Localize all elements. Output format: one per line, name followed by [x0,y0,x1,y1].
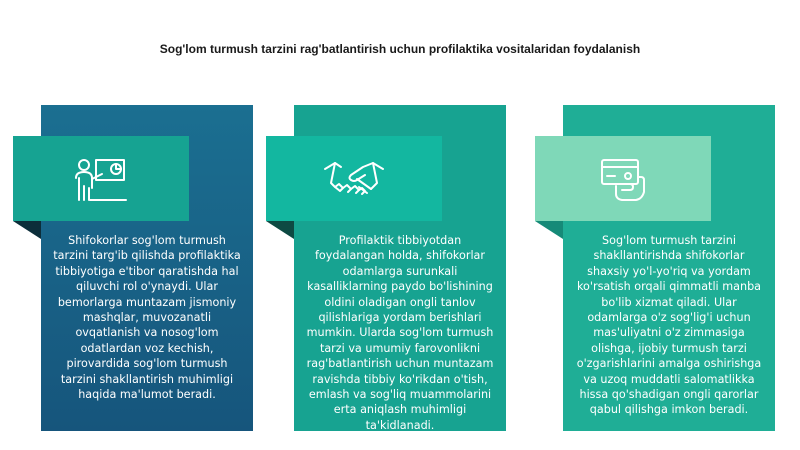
card-1-text: Shifokorlar sog'lom turmush tarzini targ'ib qilishda profilaktika tibbiyotiga e'tibor qaratishda hal qiluvchi rol o'ynaydi. Ular bemorlarga muntazam jismoniy mashqlar, muvozanatli ovqatlanish va nosog'lom odatlardan voz kechish, pirovardida sog'lom turmush tarzini shakllantirish muhimligi haqida ma'lumot beradi. [53,234,241,402]
card-1-icon-tab [13,136,189,221]
card-3-text: Sog'lom turmush tarzini shakllantirishda shifokorlar shaxsiy yo'l-yo'riq va yordam ko'rsatish orqali qimmatli manba bo'lib xizmat qiladi. Ular odamlarga o'z sog'lig'i uchun mas'uliyatni o'z zimmasiga olishga, ijobiy turmush tarzi o'zgarishlarini amalga oshirishga va uzoq muddatli salomatlikka hissa qo'shadigan ongli qarorlar qabul qilishga imkon beradi. [576,234,762,417]
page-title: Sog'lom turmush tarzini rag'batlantirish uchun profilaktika vositalaridan foydalanish [159,42,641,56]
card-3-tab-fold [535,221,563,239]
card-3-icon-tab [535,136,711,221]
card-payment-icon [598,156,648,202]
card-1-tab-fold [13,221,41,239]
presenter-board-icon [72,156,130,202]
card-2-text: Profilaktik tibbiyotdan foydalangan holda, shifokorlar odamlarga surunkali kasalliklarning paydo bo'lishining oldini oladigan ongli tanlov qilishlariga yordam berishlari mumkin. Ularda sog'lom turmush tarzi va umumiy farovonlikni rag'batlantirish uchun muntazam ravishda tibbiy ko'rikdan o'tish, emlash va sog'liq muammolarini erta aniqlash muhimligi ta'kidlanadi. [306,234,494,431]
card-2-tab-fold [266,221,294,239]
card-2-icon-tab [266,136,442,221]
handshake-icon [323,159,385,199]
